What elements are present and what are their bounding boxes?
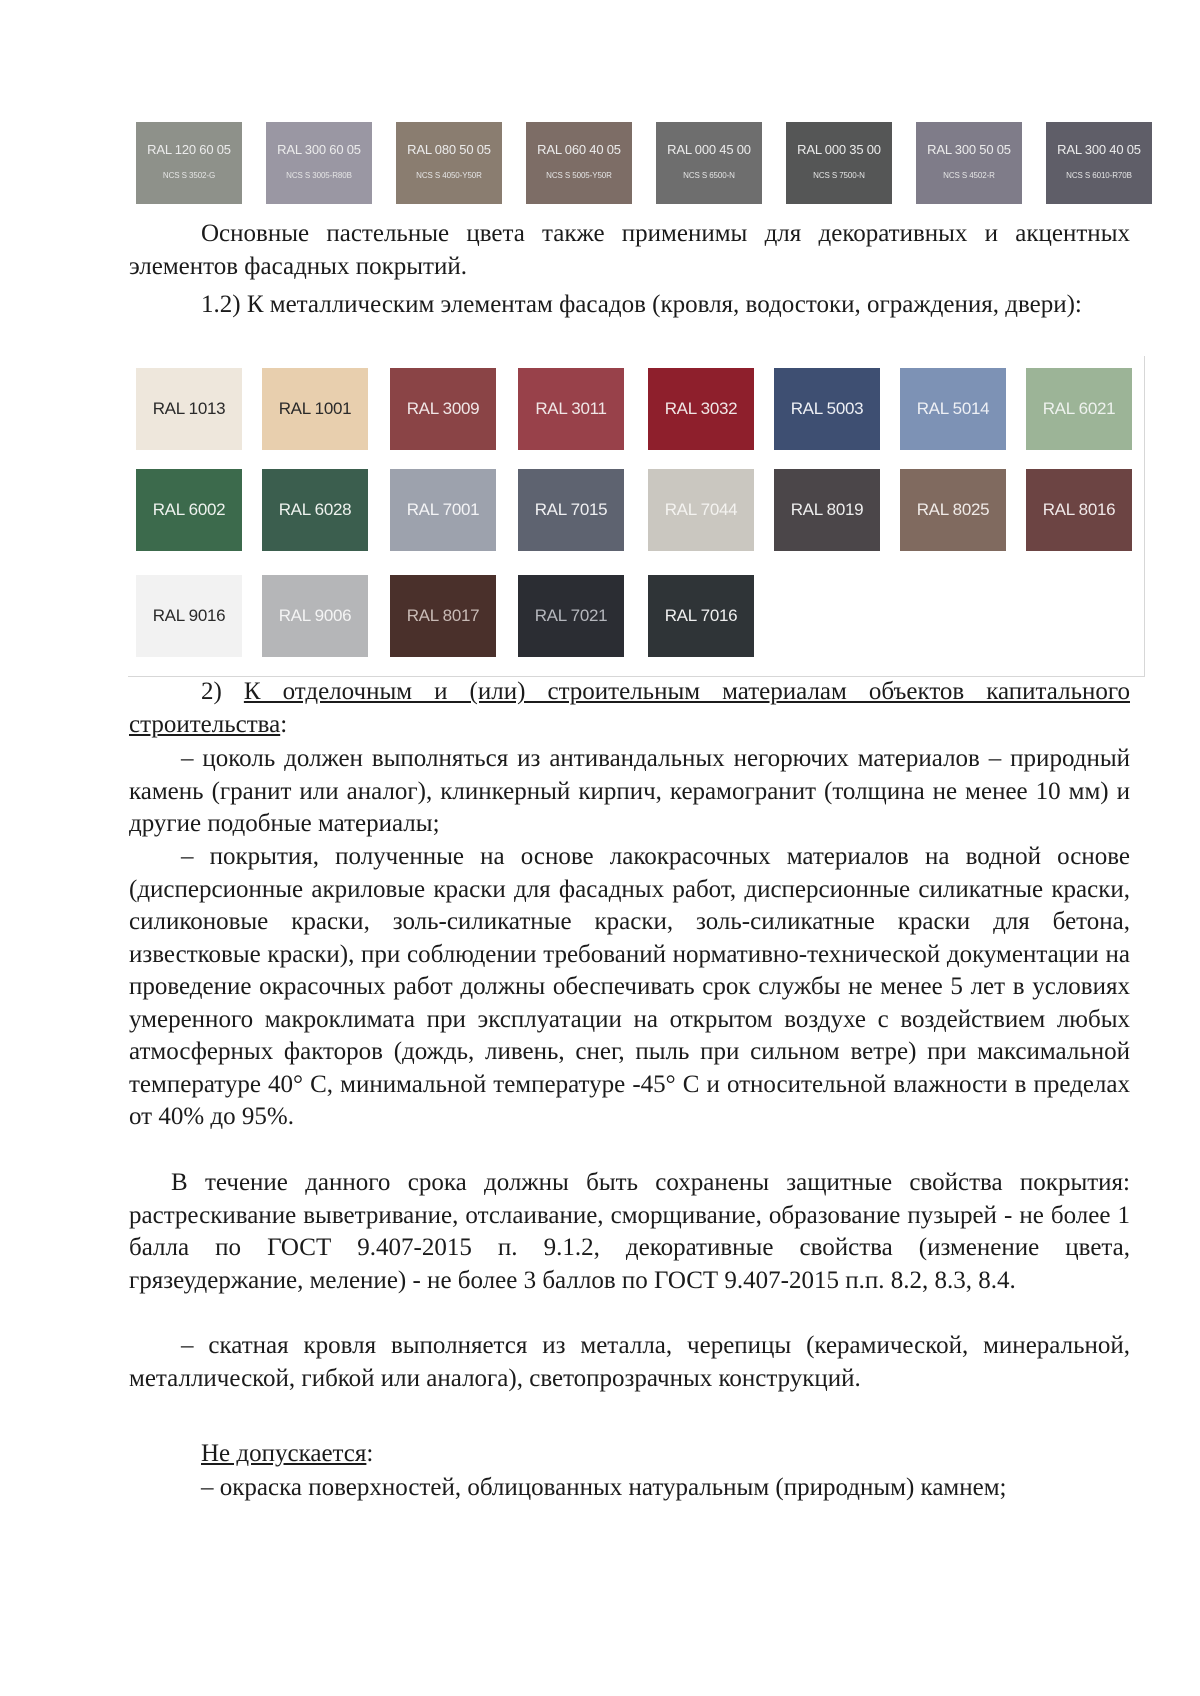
metal-swatch bbox=[648, 575, 754, 657]
pastel-swatch-ncs-code: NCS S 7500-N bbox=[813, 171, 865, 180]
metal-swatch bbox=[648, 368, 754, 450]
paragraph-pastel-note: Основные пастельные цвета также применимы для декоративных и акцентных элементов фасадных покрытий. bbox=[129, 220, 1130, 280]
paragraph-protection-period: В течение данного срока должны быть сохранены защитные свойства покрытия: растрескивание выветривание, отслаивание, сморщивание, образование пузырей - не более 1 балла по ГОСТ 9.407-2015 п. 9.1.2, декоративные свойства (изменение цвета, грязеудержание, меление) - не более 3 баллов по ГОСТ 9.407-2015 п.п. 8.2, 8.3, 8.4. bbox=[129, 1169, 1130, 1294]
metal-swatch bbox=[262, 368, 368, 450]
paragraph-not-allowed-heading: Не допускается: bbox=[201, 1440, 374, 1467]
metal-swatch bbox=[518, 368, 624, 450]
metal-swatch bbox=[900, 469, 1006, 551]
metal-swatch-label: RAL 5003 bbox=[790, 399, 864, 418]
paragraph-metal-heading: 1.2) К металлическим элементам фасадов (кровля, водостоки, ограждения, двери): bbox=[201, 291, 1082, 318]
metal-swatch-label: RAL 7001 bbox=[406, 500, 480, 519]
not-allowed-heading: Не допускается bbox=[201, 1440, 367, 1467]
metal-swatch-label: RAL 7044 bbox=[664, 500, 738, 519]
pastel-swatch-ncs-code: NCS S 3005-R80B bbox=[286, 171, 352, 180]
metal-swatch-label: RAL 3011 bbox=[535, 399, 607, 418]
metal-swatch-label: RAL 8019 bbox=[790, 500, 864, 519]
pastel-swatch-ral-code: RAL 120 60 05 bbox=[147, 142, 231, 157]
metal-swatch bbox=[774, 469, 880, 551]
pastel-swatch-ral-code: RAL 300 40 05 bbox=[1057, 142, 1141, 157]
paragraph-roof: – скатная кровля выполняется из металла, черепицы (керамической, минеральной, металлической, гибкой или аналога), светопрозрачных конструкций. bbox=[129, 1332, 1130, 1392]
metal-swatch bbox=[262, 575, 368, 657]
metal-swatch bbox=[262, 469, 368, 551]
metal-swatch-label: RAL 5014 bbox=[916, 399, 990, 418]
paragraph-materials-heading: 2) К отделочным и (или) строительным материалам объектов капитального строительства: bbox=[129, 678, 1130, 738]
metal-swatch bbox=[1026, 368, 1132, 450]
materials-heading-underlined: К отделочным и (или) строительным материалам объектов капитального строительства bbox=[129, 678, 1130, 738]
pastel-swatch bbox=[786, 122, 892, 204]
metal-swatch-label: RAL 6002 bbox=[152, 500, 226, 519]
metal-swatch-label: RAL 1001 bbox=[278, 399, 352, 418]
metal-swatch bbox=[390, 469, 496, 551]
pastel-swatch-ral-code: RAL 000 35 00 bbox=[797, 142, 881, 157]
metal-swatch bbox=[518, 575, 624, 657]
pastel-swatch-ncs-code: NCS S 3502-G bbox=[162, 171, 216, 180]
metal-swatch-label: RAL 8016 bbox=[1042, 500, 1116, 519]
metal-swatch-grid bbox=[128, 356, 1145, 677]
pastel-swatch-ral-code: RAL 080 50 05 bbox=[407, 142, 491, 157]
pastel-swatch-ral-code: RAL 000 45 00 bbox=[667, 142, 751, 157]
pastel-swatch bbox=[1046, 122, 1152, 204]
metal-swatch-label: RAL 6021 bbox=[1042, 399, 1116, 418]
metal-swatch-label: RAL 3032 bbox=[664, 399, 738, 418]
pastel-swatch-ncs-code: NCS S 6010-R70B bbox=[1066, 171, 1132, 180]
metal-swatch bbox=[1026, 469, 1132, 551]
metal-swatch-label: RAL 6028 bbox=[278, 500, 352, 519]
metal-swatch bbox=[390, 575, 496, 657]
metal-swatch bbox=[136, 469, 242, 551]
paragraph-coatings: – покрытия, полученные на основе лакокрасочных материалов на водной основе (дисперсионные акриловые краски для фасадных работ, дисперсионные силикатные краски, силиконовые краски, золь-силикатные краски, золь-силикатные краски для бетона, известковые краски), при соблюдении требований нормативно-технической документации на проведение окрасочных работ должны обеспечивать срок службы не менее 5 лет в условиях умеренного макроклимата при эксплуатации на открытом воздухе с воздействием любых атмосферных факторов (дождь, ливень, снег, пыль при сильном ветре) при максимальной температуре 40° С, минимальной температуре -45° С и относительной влажности в пределах от 40% до 95%. bbox=[129, 843, 1130, 1130]
metal-swatch-label: RAL 7016 bbox=[664, 606, 738, 625]
pastel-swatch bbox=[656, 122, 762, 204]
metal-swatch-label: RAL 9016 bbox=[152, 606, 226, 625]
metal-swatch-label: RAL 3009 bbox=[406, 399, 480, 418]
metal-swatch-label: RAL 9006 bbox=[278, 606, 352, 625]
metal-swatch bbox=[518, 469, 624, 551]
pastel-swatch bbox=[136, 122, 242, 204]
pastel-swatch bbox=[266, 122, 372, 204]
metal-swatch-label: RAL 7021 bbox=[534, 606, 608, 625]
pastel-swatch-ral-code: RAL 300 60 05 bbox=[277, 142, 361, 157]
metal-swatch-label: RAL 7015 bbox=[534, 500, 608, 519]
metal-swatch bbox=[648, 469, 754, 551]
metal-swatch bbox=[136, 575, 242, 657]
pastel-swatch-ral-code: RAL 300 50 05 bbox=[927, 142, 1011, 157]
metal-swatch bbox=[900, 368, 1006, 450]
pastel-swatch-ncs-code: NCS S 4502-R bbox=[943, 171, 995, 180]
metal-swatch-label: RAL 8017 bbox=[406, 606, 480, 625]
pastel-swatch-ncs-code: NCS S 4050-Y50R bbox=[416, 171, 482, 180]
pastel-swatch-ncs-code: NCS S 5005-Y50R bbox=[546, 171, 612, 180]
paragraph-stone-painting: – окраска поверхностей, облицованных натуральным (природным) камнем; bbox=[201, 1474, 1007, 1501]
metal-swatch bbox=[136, 368, 242, 450]
metal-swatch bbox=[390, 368, 496, 450]
metal-swatch bbox=[774, 368, 880, 450]
metal-swatch-label: RAL 8025 bbox=[916, 500, 990, 519]
pastel-swatch-ral-code: RAL 060 40 05 bbox=[537, 142, 621, 157]
metal-swatch-label: RAL 1013 bbox=[152, 399, 226, 418]
pastel-swatch-row bbox=[136, 122, 1151, 204]
pastel-swatch bbox=[916, 122, 1022, 204]
pastel-swatch bbox=[396, 122, 502, 204]
pastel-swatch-ncs-code: NCS S 6500-N bbox=[683, 171, 735, 180]
pastel-swatch bbox=[526, 122, 632, 204]
paragraph-plinth: – цоколь должен выполняться из антивандальных негорючих материалов – природный камень (гранит или аналог), клинкерный кирпич, керамогранит (толщина не менее 10 мм) и другие подобные материалы; bbox=[129, 745, 1130, 837]
